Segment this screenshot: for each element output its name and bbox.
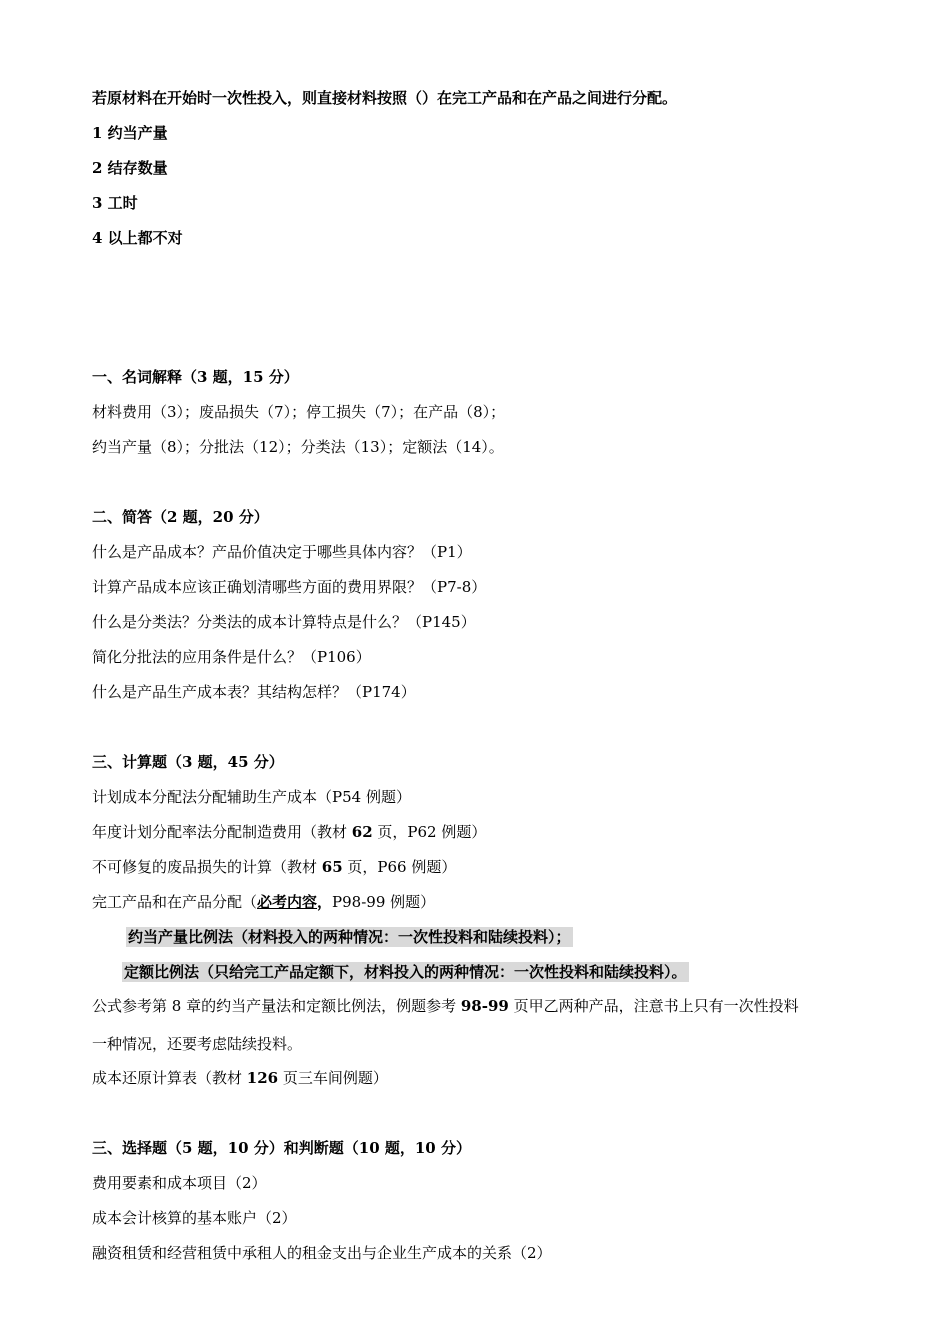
section3-line-4-d: P98-99 例题） bbox=[332, 893, 436, 911]
section2-line-1: 什么是产品成本？产品价值决定于哪些具体内容？（P1） bbox=[92, 543, 472, 561]
section4-line-1: 费用要素和成本项目（2） bbox=[92, 1174, 267, 1192]
highlight-line-2 bbox=[122, 962, 689, 982]
question-stem: 若原材料在开始时一次性投入，则直接材料按照（）在完工产品和在产品之间进行分配。 bbox=[92, 89, 678, 107]
option-3: 3 工时 bbox=[92, 194, 138, 212]
section3-line-1: 计划成本分配法分配辅助生产成本（P54 例题） bbox=[92, 788, 411, 806]
section3-line-3-a: 不可修复的废品损失的计算（教材 bbox=[92, 858, 322, 876]
section3-last-a: 成本还原计算表（教材 bbox=[92, 1069, 247, 1087]
section3-heading: 三、计算题（3 题，45 分） bbox=[92, 753, 284, 771]
section2-line-4: 简化分批法的应用条件是什么？（P106） bbox=[92, 648, 371, 666]
section3-line-2 bbox=[92, 822, 486, 842]
section3-line-2-a: 年度计划分配率法分配制造费用（教材 bbox=[92, 823, 352, 841]
section3-note-1-c: 页甲乙两种产品，注意书上只有一次性投料 bbox=[508, 997, 799, 1015]
section2-line-3: 什么是分类法？分类法的成本计算特点是什么？（P145） bbox=[92, 613, 476, 631]
option-2: 2 结存数量 bbox=[92, 159, 168, 177]
section4-line-3: 融资租赁和经营租赁中承租人的租金支出与企业生产成本的关系（2） bbox=[92, 1244, 552, 1262]
section3-line-2-page: 62 bbox=[351, 823, 373, 841]
section1-line-2: 约当产量（8）；分批法（12）；分类法（13）；定额法（14）。 bbox=[92, 438, 504, 456]
option-1: 1 约当产量 bbox=[92, 124, 168, 142]
section3-line-3-c: 页，P66 例题） bbox=[342, 858, 457, 876]
section3-note-1-pages: 98-99 bbox=[460, 997, 509, 1015]
section3-last-page: 126 bbox=[246, 1069, 279, 1087]
section2-heading: 二、简答（2 题，20 分） bbox=[92, 508, 269, 526]
section3-line-3 bbox=[92, 857, 456, 877]
section3-line-3-page: 65 bbox=[321, 858, 343, 876]
section3-note-1 bbox=[92, 996, 799, 1016]
section1-heading: 一、名词解释（3 题，15 分） bbox=[92, 368, 299, 386]
section2-line-2: 计算产品成本应该正确划清哪些方面的费用界限？（P7-8） bbox=[92, 578, 487, 596]
section3-last-c: 页三车间例题） bbox=[278, 1069, 388, 1087]
highlight-text-1: 约当产量比例法（材料投入的两种情况：一次性投料和陆续投料）； bbox=[128, 928, 571, 946]
option-4: 4 以上都不对 bbox=[92, 229, 183, 247]
section3-note-2: 一种情况，还要考虑陆续投料。 bbox=[92, 1035, 303, 1053]
section3-line-4 bbox=[92, 892, 435, 912]
highlight-line-1 bbox=[126, 927, 573, 947]
section4-heading: 三、选择题（5 题，10 分）和判断题（10 题，10 分） bbox=[92, 1139, 471, 1157]
section3-last bbox=[92, 1068, 388, 1088]
section3-line-4-a: 完工产品和在产品分配（ bbox=[92, 893, 258, 911]
section3-line-2-c: 页，P62 例题） bbox=[372, 823, 487, 841]
section4-line-2: 成本会计核算的基本账户（2） bbox=[92, 1209, 297, 1227]
section1-line-1: 材料费用（3）；废品损失（7）；停工损失（7）；在产品（8）； bbox=[92, 403, 506, 421]
must-test-emphasis: 必考内容 bbox=[257, 893, 318, 911]
section3-line-4-comma: ， bbox=[317, 893, 333, 911]
highlight-text-2: 定额比例法（只给完工产品定额下，材料投入的两种情况：一次性投料和陆续投料）。 bbox=[124, 963, 687, 981]
section3-note-1-a: 公式参考第 8 章的约当产量法和定额比例法，例题参考 bbox=[92, 997, 461, 1015]
section2-line-5: 什么是产品生产成本表？其结构怎样？（P174） bbox=[92, 683, 416, 701]
